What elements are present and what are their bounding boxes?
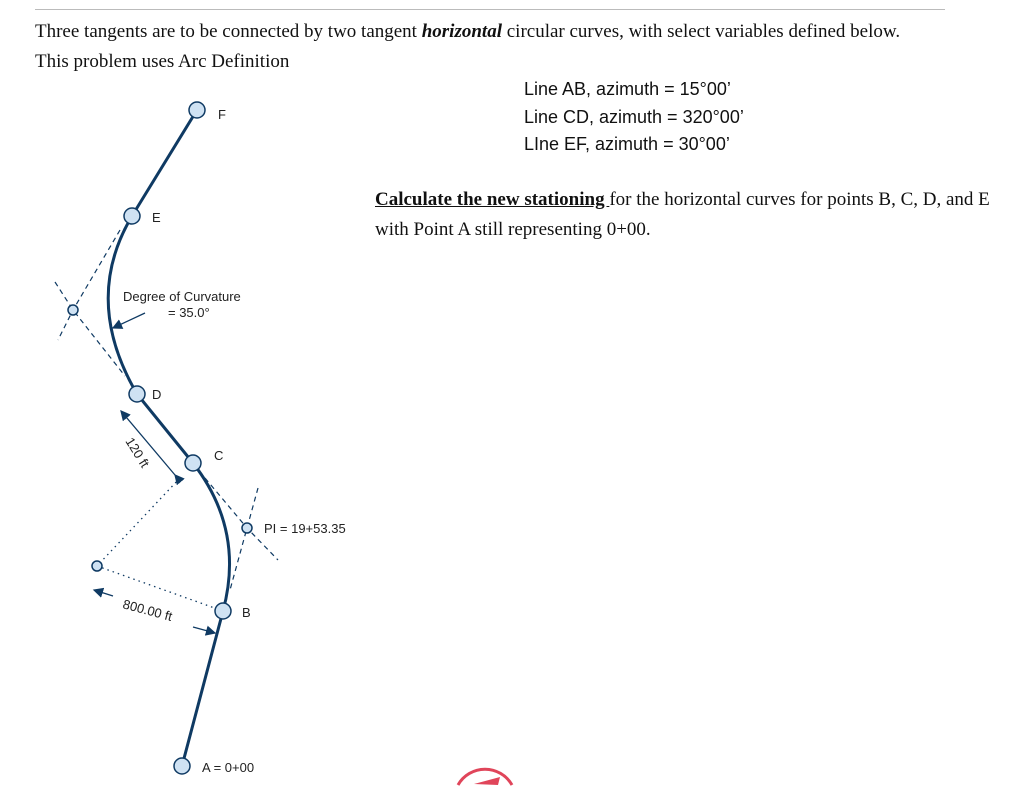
label-f: F: [218, 107, 226, 122]
radius-arrow-right: [193, 627, 215, 633]
curve-center: [92, 561, 102, 571]
label-e: E: [152, 210, 161, 225]
pi-left: [68, 305, 78, 315]
alignment-line: [108, 110, 229, 766]
azimuth-cd: Line CD, azimuth = 320°00’: [524, 106, 744, 127]
degree-arrow: [113, 313, 145, 328]
radius-arrow-left: [94, 590, 113, 596]
azimuth-ef: LIne EF, azimuth = 30°00’: [524, 134, 730, 154]
intro-text-1: Three tangents are to be connected by two tangent: [35, 21, 422, 42]
degree-title: Degree of Curvature: [123, 289, 241, 304]
task-rest: for the horizontal curves for points B, C, D, and E with Point A still representing 0+00.: [375, 189, 990, 240]
degree-value: = 35.0°: [168, 305, 210, 320]
pi-right: [242, 523, 252, 533]
floating-badge-icon[interactable]: [458, 769, 512, 785]
radius-lines: [97, 478, 223, 611]
intro-text-2: circular curves, with select variables defined below. This problem uses Arc Definition: [35, 21, 901, 72]
point-e: [124, 208, 140, 224]
label-a: A = 0+00: [202, 760, 255, 775]
label-c: C: [214, 448, 224, 463]
point-c: [185, 455, 201, 471]
label-b: B: [242, 605, 251, 620]
azimuth-ab: Line AB, azimuth = 15°00’: [524, 79, 731, 99]
pi-label: PI = 19+53.35: [264, 521, 346, 536]
task-bold: Calculate the new stationing: [375, 189, 610, 210]
label-d: D: [152, 387, 162, 402]
point-a: [174, 758, 190, 774]
point-d: [129, 386, 145, 402]
point-f: [189, 102, 205, 118]
intro-emphasis: horizontal: [421, 21, 502, 42]
tangent-length-label: 120 ft: [122, 434, 153, 471]
radius-label: 800.00 ft: [121, 596, 174, 624]
point-b: [215, 603, 231, 619]
